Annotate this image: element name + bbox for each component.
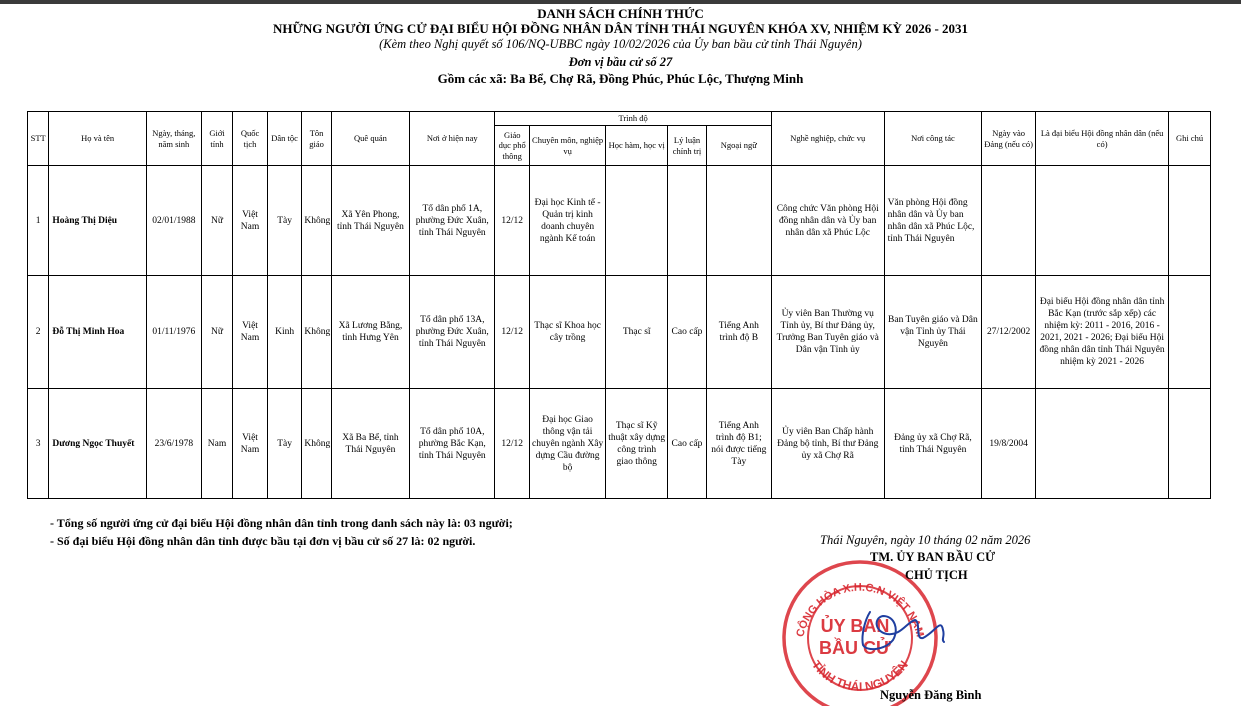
cell-language: Tiếng Anh trình độ B xyxy=(706,276,771,389)
header-workplace: Nơi công tác xyxy=(884,112,982,166)
seal-text-bottom: TỈNH THÁI NGUYÊN xyxy=(809,657,911,694)
doc-reference: (Kèm theo Nghị quyết số 106/NQ-UBBC ngày 10/02/2026 của Ủy ban bầu cử tỉnh Thái Nguyên) xyxy=(379,37,862,51)
header-name: Họ và tên xyxy=(49,112,147,166)
cell-hometown: Xã Lương Bằng, tỉnh Hưng Yên xyxy=(331,276,409,389)
header-language: Ngoại ngữ xyxy=(706,126,771,166)
header-dob: Ngày, tháng, năm sinh xyxy=(146,112,201,166)
cell-name: Đỗ Thị Minh Hoa xyxy=(49,276,147,389)
cell-religion: Không xyxy=(302,389,331,499)
cell-general-edu: 12/12 xyxy=(495,389,530,499)
cell-ethnicity: Kinh xyxy=(267,276,302,389)
top-edge-bar xyxy=(0,0,1241,4)
cell-council-member: Đại biểu Hội đồng nhân dân tỉnh Bắc Kạn (trước sắp xếp) các nhiệm kỳ: 2011 - 2016, 2016 - 2021, 2021 - 2026; Đại biểu Hội đồng nhân dân tỉnh Thái Nguyên nhiệm kỳ 2021 - 2026 xyxy=(1036,276,1169,389)
seal-text-top: CỘNG HÒA X.H.C.N VIỆT NAM xyxy=(794,581,926,639)
cell-council-member xyxy=(1036,166,1169,276)
header-academic: Học hàm, học vị xyxy=(606,126,668,166)
cell-general-edu: 12/12 xyxy=(495,166,530,276)
header-occupation: Nghề nghiệp, chức vụ xyxy=(771,112,884,166)
document-header xyxy=(0,6,1241,87)
cell-name: Dương Ngọc Thuyết xyxy=(49,389,147,499)
header-education-group: Trình độ xyxy=(495,112,771,126)
cell-nationality: Việt Nam xyxy=(233,276,268,389)
doc-subtitle: NHỮNG NGƯỜI ỨNG CỬ ĐẠI BIỂU HỘI ĐỒNG NHÂN DÂN TỈNH THÁI NGUYÊN KHÓA XV, NHIỆM KỲ 2026 - 2031 xyxy=(272,21,969,36)
cell-general-edu: 12/12 xyxy=(495,276,530,389)
header-specialty: Chuyên môn, nghiệp vụ xyxy=(529,126,605,166)
signature-date: Thái Nguyên, ngày 10 tháng 02 năm 2026 xyxy=(820,533,1031,547)
header-stt: STT xyxy=(28,112,49,166)
cell-residence: Tổ dân phố 1A, phường Đức Xuân, tỉnh Thái Nguyên xyxy=(410,166,495,276)
cell-name: Hoàng Thị Diệu xyxy=(49,166,147,276)
table-row xyxy=(28,166,1211,276)
cell-residence: Tổ dân phố 13A, phường Đức Xuân, tỉnh Thái Nguyên xyxy=(410,276,495,389)
header-gender: Giới tính xyxy=(201,112,233,166)
cell-workplace: Ban Tuyên giáo và Dân vận Tỉnh ủy Thái Nguyên xyxy=(884,276,982,389)
cell-gender: Nam xyxy=(201,389,233,499)
header-general-edu: Giáo dục phổ thông xyxy=(495,126,530,166)
doc-title: DANH SÁCH CHÍNH THỨC xyxy=(537,6,704,21)
cell-stt: 3 xyxy=(28,389,49,499)
candidate-table xyxy=(27,111,1211,499)
cell-nationality: Việt Nam xyxy=(233,166,268,276)
cell-occupation: Ủy viên Ban Thường vụ Tỉnh ủy, Bí thư Đảng ủy, Trưởng Ban Tuyên giáo và Dân vận Tỉnh ủy xyxy=(771,276,884,389)
cell-religion: Không xyxy=(302,166,331,276)
signatory-name: Nguyễn Đăng Bình xyxy=(880,688,982,702)
cell-party-date xyxy=(982,166,1036,276)
header-council-member: Là đại biểu Hội đồng nhân dân (nếu có) xyxy=(1036,112,1169,166)
communes-list: Gồm các xã: Ba Bể, Chợ Rã, Đồng Phúc, Phúc Lộc, Thượng Minh xyxy=(437,71,804,86)
cell-occupation: Ủy viên Ban Chấp hành Đảng bộ tỉnh, Bí thư Đảng ủy xã Chợ Rã xyxy=(771,389,884,499)
electoral-unit: Đơn vị bầu cử số 27 xyxy=(568,55,673,69)
cell-hometown: Xã Ba Bể, tỉnh Thái Nguyên xyxy=(331,389,409,499)
cell-stt: 1 xyxy=(28,166,49,276)
cell-gender: Nữ xyxy=(201,166,233,276)
cell-note xyxy=(1169,166,1211,276)
cell-council-member xyxy=(1036,389,1169,499)
cell-language xyxy=(706,166,771,276)
cell-academic: Thạc sĩ xyxy=(606,276,668,389)
cell-political: Cao cấp xyxy=(668,276,707,389)
cell-dob: 01/11/1976 xyxy=(146,276,201,389)
note-elected-count: - Số đại biểu Hội đồng nhân dân tỉnh được bầu tại đơn vị bầu cử số 27 là: 02 người. xyxy=(50,534,476,548)
cell-note xyxy=(1169,389,1211,499)
table-row xyxy=(28,276,1211,389)
cell-hometown: Xã Yên Phong, tỉnh Thái Nguyên xyxy=(331,166,409,276)
header-nationality: Quốc tịch xyxy=(233,112,268,166)
cell-political: Cao cấp xyxy=(668,389,707,499)
cell-occupation: Công chức Văn phòng Hội đồng nhân dân và Ủy ban nhân dân xã Phúc Lộc xyxy=(771,166,884,276)
cell-academic: Thạc sĩ Kỹ thuật xây dựng công trình giao thông xyxy=(606,389,668,499)
summary-notes xyxy=(50,514,513,550)
header-note: Ghi chú xyxy=(1169,112,1211,166)
signature-org: TM. ỦY BAN BẦU CỬ xyxy=(870,550,996,564)
cell-specialty: Thạc sĩ Khoa học cây trồng xyxy=(529,276,605,389)
header-hometown: Quê quán xyxy=(331,112,409,166)
cell-language: Tiếng Anh trình độ B1; nói được tiếng Tày xyxy=(706,389,771,499)
cell-dob: 02/01/1988 xyxy=(146,166,201,276)
header-residence: Nơi ở hiện nay xyxy=(410,112,495,166)
header-religion: Tôn giáo xyxy=(302,112,331,166)
header-ethnicity: Dân tộc xyxy=(267,112,302,166)
cell-specialty: Đại học Kinh tế - Quản trị kinh doanh chuyên ngành Kế toán xyxy=(529,166,605,276)
cell-religion: Không xyxy=(302,276,331,389)
cell-political xyxy=(668,166,707,276)
cell-academic xyxy=(606,166,668,276)
cell-nationality: Việt Nam xyxy=(233,389,268,499)
cell-residence: Tổ dân phố 10A, phường Bắc Kạn, tỉnh Thái Nguyên xyxy=(410,389,495,499)
cell-ethnicity: Tày xyxy=(267,166,302,276)
cell-note xyxy=(1169,276,1211,389)
cell-ethnicity: Tày xyxy=(267,389,302,499)
header-party-date: Ngày vào Đảng (nếu có) xyxy=(982,112,1036,166)
header-political: Lý luận chính trị xyxy=(668,126,707,166)
table-row xyxy=(28,389,1211,499)
cell-specialty: Đại học Giao thông vận tải chuyên ngành Xây dựng Cầu đường bộ xyxy=(529,389,605,499)
cell-workplace: Văn phòng Hội đồng nhân dân và Ủy ban nhân dân xã Phúc Lộc, tỉnh Thái Nguyên xyxy=(884,166,982,276)
cell-gender: Nữ xyxy=(201,276,233,389)
cell-dob: 23/6/1978 xyxy=(146,389,201,499)
seal-text-inner-2: BẦU CỬ xyxy=(819,638,891,658)
seal-text-inner-1: ỦY BAN xyxy=(820,616,890,636)
cell-party-date: 27/12/2002 xyxy=(982,276,1036,389)
cell-workplace: Đảng ủy xã Chợ Rã, tỉnh Thái Nguyên xyxy=(884,389,982,499)
cell-stt: 2 xyxy=(28,276,49,389)
signature-title: CHỦ TỊCH xyxy=(905,568,968,582)
cell-party-date: 19/8/2004 xyxy=(982,389,1036,499)
note-total-candidates: - Tổng số người ứng cử đại biểu Hội đồng nhân dân tỉnh trong danh sách này là: 03 người; xyxy=(50,516,513,530)
